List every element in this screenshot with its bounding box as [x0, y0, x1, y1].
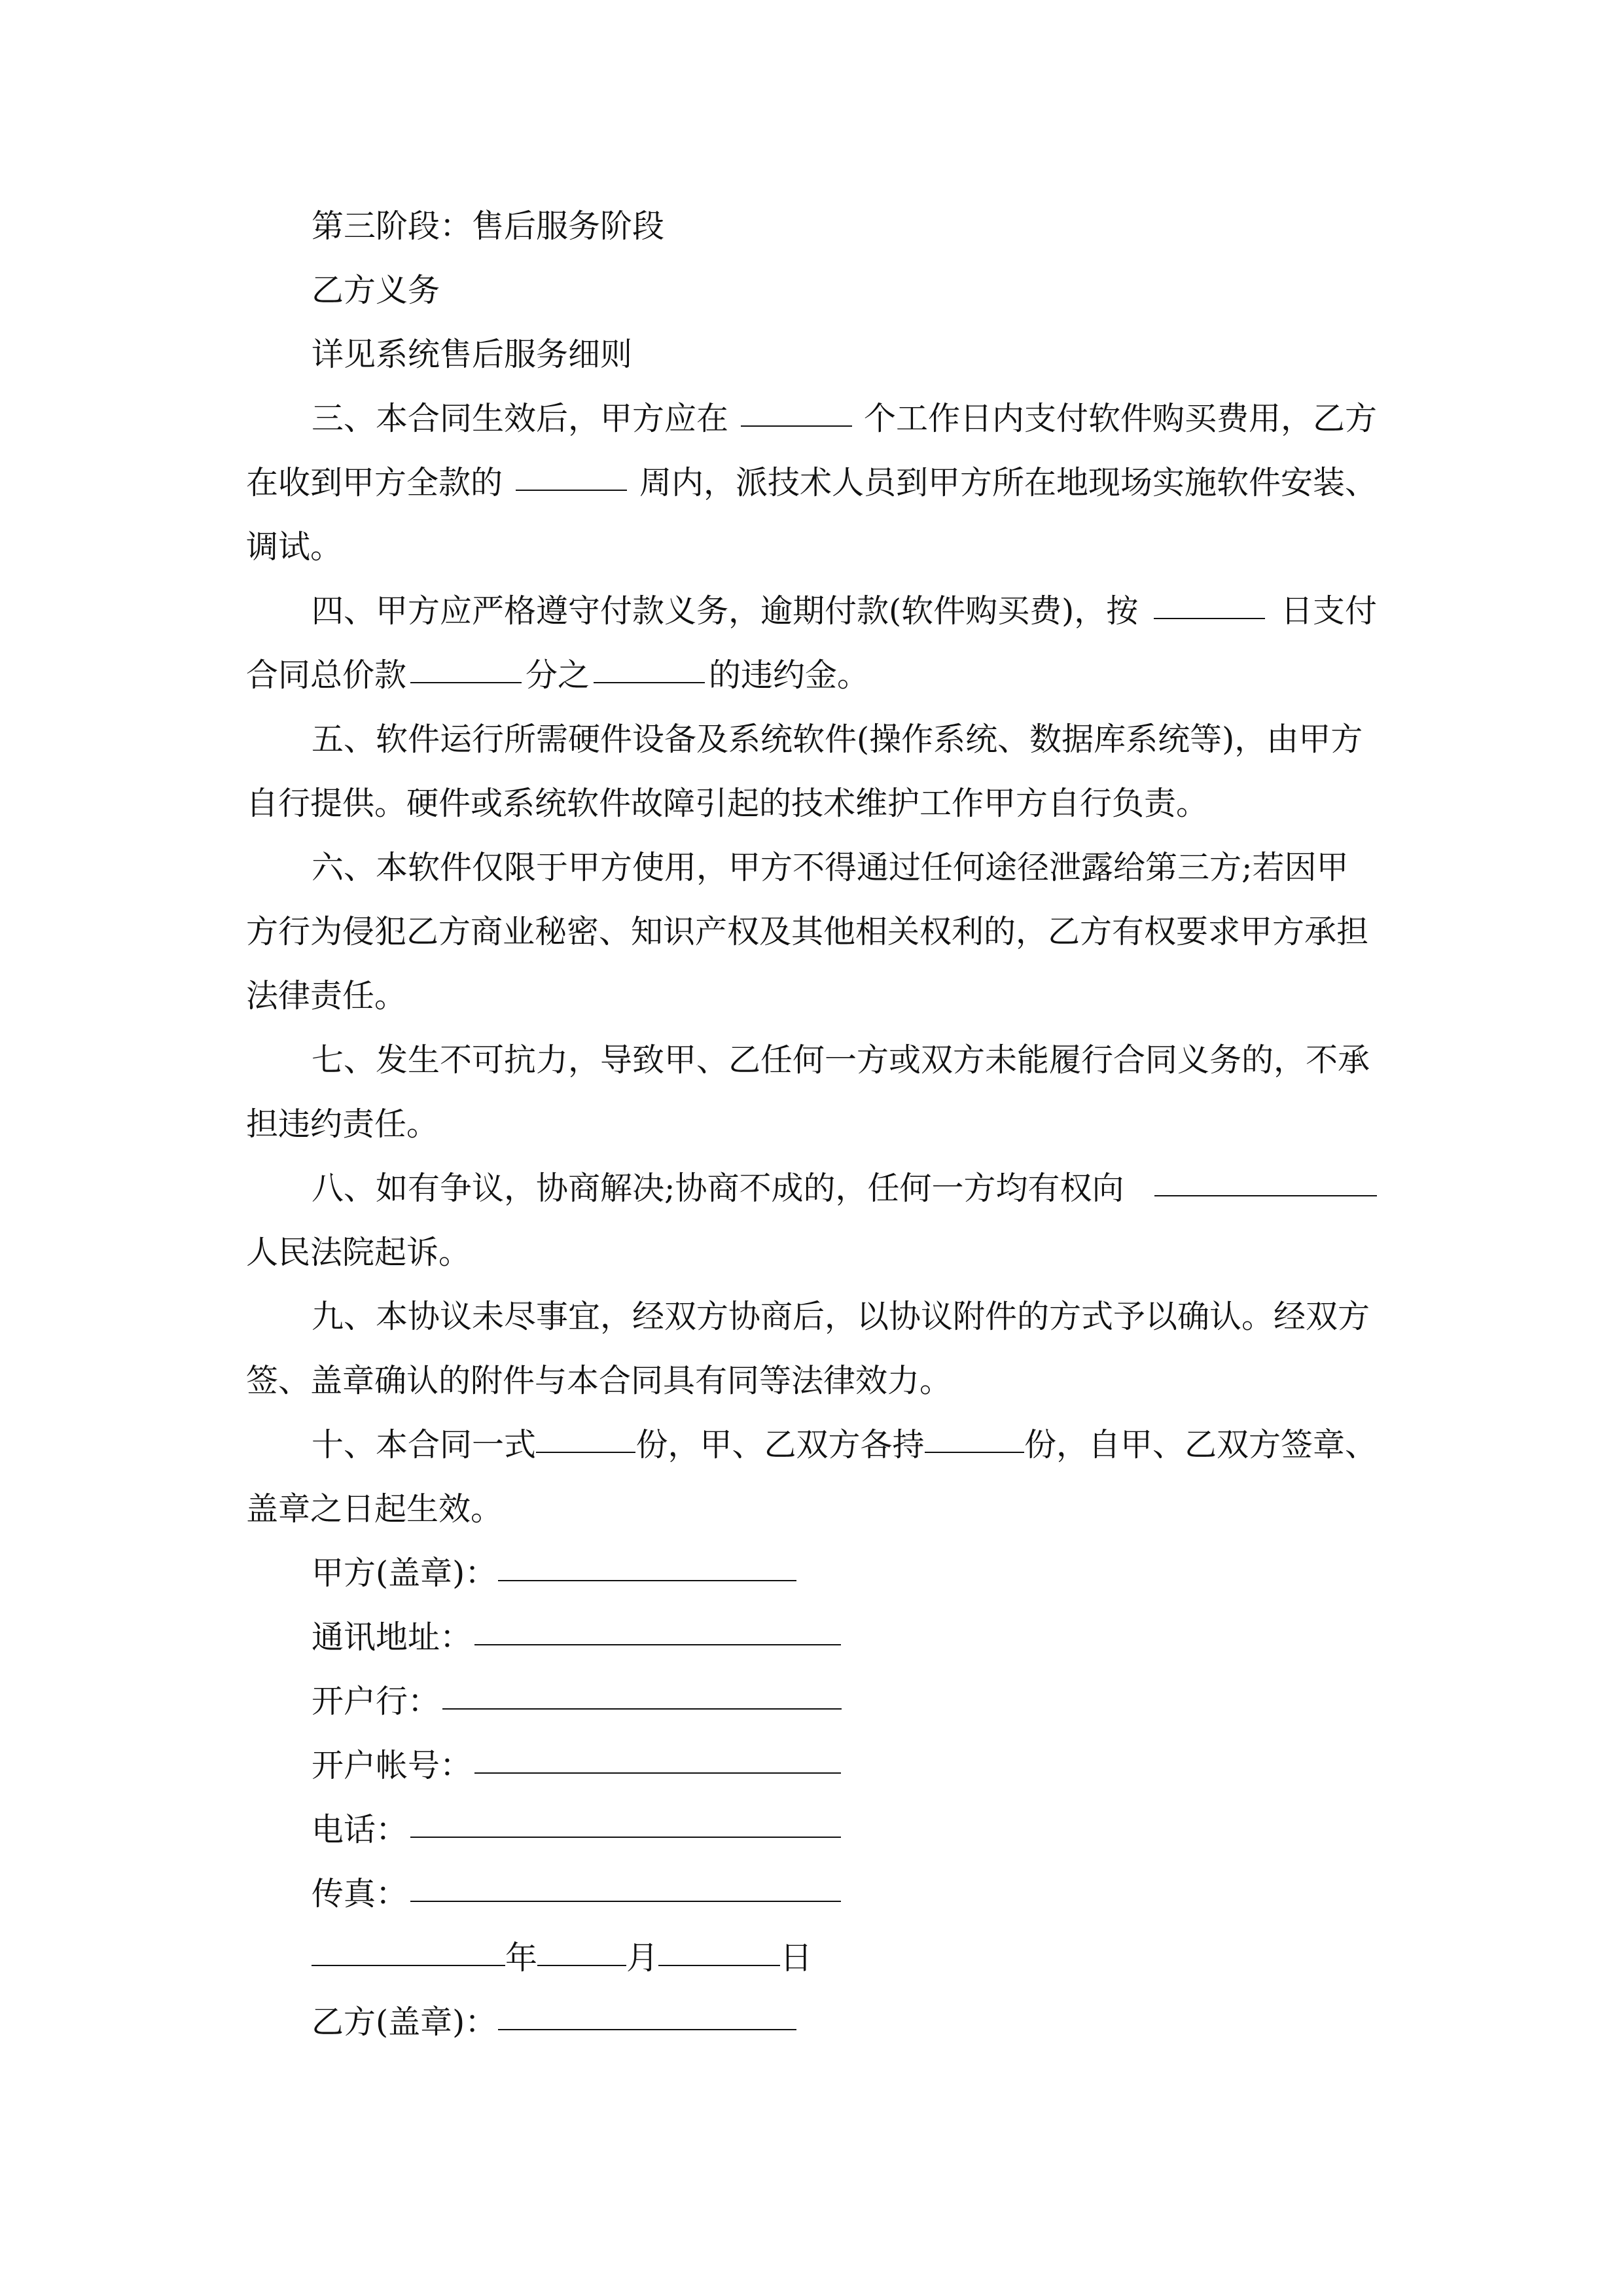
clause4-line1 — [312, 592, 1377, 631]
clause3-text-d: 周内，派技术人员到甲方所在地现场实施软件安装、 — [639, 464, 1377, 501]
phone-label: 电话： — [312, 1811, 408, 1848]
address-blank — [474, 1618, 841, 1645]
account-blank — [474, 1746, 841, 1774]
clause6-line1: 六、本软件仅限于甲方使用，甲方不得通过任何途径泄露给第三方;若因甲 — [312, 849, 1349, 886]
party-a-seal-row — [312, 1554, 796, 1593]
account-label: 开户帐号： — [312, 1747, 473, 1784]
clause4-text-d: 分之 — [526, 656, 590, 694]
fraction-denominator-blank — [410, 656, 522, 683]
day-blank — [658, 1939, 780, 1966]
clause4-text-b: 日支付 — [1280, 592, 1377, 630]
bank-label: 开户行： — [312, 1683, 440, 1720]
per-day-blank — [1154, 592, 1265, 619]
weeks-blank — [516, 463, 627, 491]
fax-label: 传真： — [312, 1875, 408, 1912]
address-row — [312, 1618, 841, 1657]
clause9-line1: 九、本协议未尽事宜，经双方协商后，以协议附件的方式予以确认。经双方 — [312, 1298, 1370, 1335]
clause4-text-a: 四、甲方应严格遵守付款义务，逾期付款(软件购买费)，按 — [312, 592, 1139, 630]
fax-row — [312, 1874, 841, 1914]
bank-blank — [442, 1682, 842, 1710]
clause4-text-c: 合同总价款 — [246, 656, 407, 694]
month-label: 月 — [626, 1939, 659, 1977]
clause10-line2: 盖章之日起生效。 — [246, 1490, 503, 1528]
fraction-numerator-blank — [594, 656, 705, 683]
court-blank — [1154, 1169, 1377, 1196]
clause10-line1 — [312, 1426, 1377, 1465]
clause10-text-a: 十、本合同一式 — [312, 1426, 537, 1463]
phone-blank — [410, 1810, 841, 1838]
clause6-line3: 法律责任。 — [246, 977, 407, 1014]
clause4-line2 — [246, 656, 869, 695]
clause6-line2: 方行为侵犯乙方商业秘密、知识产权及其他相关权利的，乙方有权要求甲方承担 — [246, 913, 1369, 950]
year-label: 年 — [505, 1939, 538, 1977]
clause5-line2: 自行提供。硬件或系统软件故障引起的技术维护工作甲方自行负责。 — [246, 785, 1209, 822]
clause9-line2: 签、盖章确认的附件与本合同具有同等法律效力。 — [246, 1362, 952, 1399]
address-label: 通讯地址： — [312, 1619, 473, 1656]
clause3-text-b: 个工作日内支付软件购买费用，乙方 — [863, 400, 1377, 437]
date-row — [312, 1939, 812, 1978]
clause3-line3: 调试。 — [246, 528, 343, 565]
month-blank — [537, 1939, 626, 1966]
clause3-line2 — [246, 463, 1377, 503]
stage3-title: 第三阶段：售后服务阶段 — [312, 207, 665, 245]
clause3-text-c: 在收到甲方全款的 — [246, 464, 503, 501]
clause10-text-b: 份，甲、乙双方各持 — [635, 1426, 925, 1463]
year-blank — [312, 1939, 505, 1966]
clause5-line1: 五、软件运行所需硬件设备及系统软件(操作系统、数据库系统等)，由甲方 — [312, 721, 1363, 758]
clause8-line2: 人民法院起诉。 — [246, 1234, 471, 1271]
clause3-line1 — [312, 399, 1377, 439]
clause7-line1: 七、发生不可抗力，导致甲、乙任何一方或双方未能履行合同义务的，不承 — [312, 1041, 1370, 1079]
party-b-seal-label: 乙方(盖章)： — [312, 2003, 497, 2041]
party-b-seal-row — [312, 2003, 796, 2042]
day-label: 日 — [780, 1939, 813, 1977]
copies-each-blank — [925, 1426, 1024, 1453]
copies-total-blank — [536, 1426, 635, 1453]
clause10-text-c: 份，自甲、乙双方签章、 — [1024, 1426, 1377, 1463]
phone-row — [312, 1810, 841, 1850]
party-b-duty: 乙方义务 — [312, 272, 440, 309]
clause4-text-e: 的违约金。 — [709, 656, 870, 694]
clause7-line2: 担违约责任。 — [246, 1105, 439, 1143]
working-days-blank — [741, 399, 852, 427]
clause3-text-a: 三、本合同生效后，甲方应在 — [312, 400, 729, 437]
party-a-seal-blank — [498, 1554, 796, 1581]
stage3-detail: 详见系统售后服务细则 — [312, 336, 633, 373]
party-b-seal-blank — [498, 2003, 796, 2030]
fax-blank — [410, 1874, 841, 1902]
clause8-text-a: 八、如有争议，协商解决;协商不成的，任何一方均有权向 — [312, 1170, 1124, 1207]
bank-row — [312, 1682, 842, 1721]
clause8-line1 — [312, 1169, 1377, 1208]
party-a-seal-label: 甲方(盖章)： — [312, 1554, 497, 1592]
account-row — [312, 1746, 841, 1785]
